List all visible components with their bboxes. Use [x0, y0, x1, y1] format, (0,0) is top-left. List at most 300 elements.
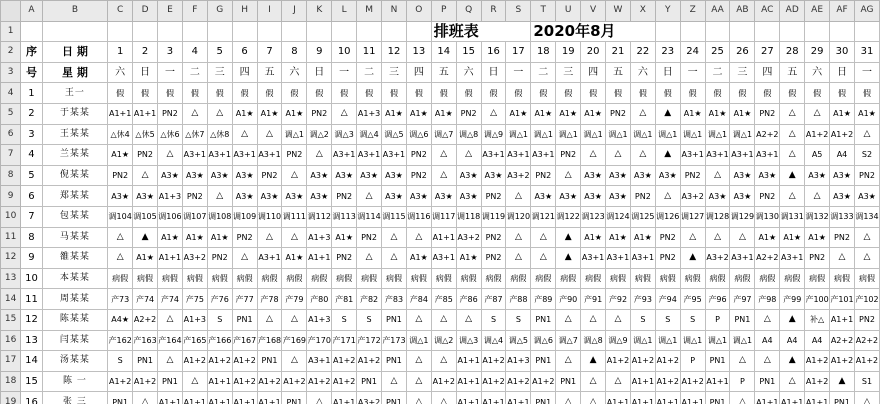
shift-cell[interactable]: 病假 [606, 268, 631, 289]
shift-cell[interactable]: A1+1 [606, 392, 631, 404]
column-header-K[interactable]: K [307, 1, 332, 22]
shift-cell[interactable]: 病假 [854, 268, 879, 289]
weekday-cell[interactable]: 二 [531, 62, 556, 83]
shift-cell[interactable]: A1+1 [257, 392, 282, 404]
shift-cell[interactable]: PN2 [680, 165, 705, 186]
shift-cell[interactable]: PN1 [531, 392, 556, 404]
shift-cell[interactable]: A3+1 [730, 145, 755, 166]
shift-cell[interactable]: A1★ [108, 145, 133, 166]
shift-cell[interactable]: 病假 [207, 268, 232, 289]
shift-cell[interactable]: PN2 [481, 186, 506, 207]
shift-cell[interactable]: 调△2 [307, 124, 332, 145]
column-header-E[interactable]: E [158, 1, 183, 22]
shift-cell[interactable]: 调△5 [382, 124, 407, 145]
staff-name-cell[interactable]: 倪某某 [42, 165, 108, 186]
shift-cell[interactable]: 假 [481, 83, 506, 104]
shift-cell[interactable]: A3★ [830, 165, 855, 186]
date-cell[interactable]: 27 [755, 42, 780, 63]
shift-cell[interactable]: △ [282, 165, 307, 186]
shift-cell[interactable]: 病假 [481, 268, 506, 289]
shift-cell[interactable]: 调△1 [655, 124, 680, 145]
date-cell[interactable]: 22 [630, 42, 655, 63]
weekday-cell[interactable]: 四 [232, 62, 257, 83]
shift-cell[interactable]: A3★ [382, 165, 407, 186]
row-header-16[interactable]: 16 [1, 330, 21, 351]
seq-cell[interactable]: 8 [21, 227, 42, 248]
shift-cell[interactable]: △ [406, 371, 431, 392]
date-cell[interactable]: 8 [282, 42, 307, 63]
shift-cell[interactable]: 调111 [282, 206, 307, 227]
shift-cell[interactable]: A1+1 [630, 392, 655, 404]
shift-cell[interactable]: △ [307, 145, 332, 166]
shift-cell[interactable]: 病假 [282, 268, 307, 289]
weekday-cell[interactable]: 六 [456, 62, 481, 83]
row-header-6[interactable]: 6 [1, 124, 21, 145]
date-header[interactable]: 日 期 [42, 42, 108, 63]
shift-cell[interactable]: PN2 [158, 103, 183, 124]
seq-cell[interactable]: 10 [21, 268, 42, 289]
shift-cell[interactable]: 假 [307, 83, 332, 104]
shift-cell[interactable]: △ [581, 309, 606, 330]
shift-cell[interactable]: 调△7 [556, 330, 581, 351]
date-cell[interactable]: 16 [481, 42, 506, 63]
shift-cell[interactable]: A2+2 [133, 309, 158, 330]
shift-cell[interactable]: 病假 [780, 268, 805, 289]
shift-cell[interactable]: A4 [780, 330, 805, 351]
weekday-header[interactable]: 星 期 [42, 62, 108, 83]
shift-cell[interactable]: 调△1 [556, 124, 581, 145]
shift-cell[interactable]: A1★ [531, 103, 556, 124]
shift-cell[interactable]: A4 [830, 145, 855, 166]
shift-cell[interactable]: 病假 [705, 268, 730, 289]
shift-cell[interactable]: A1★ [680, 103, 705, 124]
date-cell[interactable]: 14 [431, 42, 456, 63]
shift-cell[interactable]: A1+2 [232, 371, 257, 392]
shift-cell[interactable]: 调△1 [630, 330, 655, 351]
shift-cell[interactable]: PN1 [232, 309, 257, 330]
weekday-cell[interactable]: 一 [854, 62, 879, 83]
shift-cell[interactable]: 假 [382, 83, 407, 104]
shift-cell[interactable]: A1+1 [705, 371, 730, 392]
staff-name-cell[interactable]: 张 三 [42, 392, 108, 404]
shift-cell[interactable]: A3★ [655, 165, 680, 186]
shift-cell[interactable]: 假 [257, 83, 282, 104]
shift-cell[interactable]: A1+1 [755, 392, 780, 404]
shift-cell[interactable]: △ [431, 392, 456, 404]
shift-cell[interactable]: A1+1 [182, 392, 207, 404]
shift-cell[interactable]: A3★ [556, 186, 581, 207]
shift-cell[interactable]: A3★ [108, 186, 133, 207]
shift-cell[interactable]: △ [456, 309, 481, 330]
shift-cell[interactable]: △休8 [207, 124, 232, 145]
shift-cell[interactable]: A3★ [730, 186, 755, 207]
shift-cell[interactable]: A3★ [257, 186, 282, 207]
shift-cell[interactable]: 产171 [332, 330, 357, 351]
row-header-3[interactable]: 3 [1, 62, 21, 83]
weekday-cell[interactable]: 四 [755, 62, 780, 83]
staff-name-cell[interactable]: 本某某 [42, 268, 108, 289]
shift-cell[interactable]: A3★ [581, 186, 606, 207]
shift-cell[interactable]: A1+3 [182, 309, 207, 330]
shift-cell[interactable]: 产101 [830, 289, 855, 310]
shift-cell[interactable]: A1★ [805, 227, 830, 248]
shift-cell[interactable]: 调△1 [680, 330, 705, 351]
shift-cell[interactable]: PN2 [456, 103, 481, 124]
shift-cell[interactable]: A3+1 [755, 145, 780, 166]
shift-cell[interactable]: △ [257, 309, 282, 330]
shift-cell[interactable]: 产92 [606, 289, 631, 310]
shift-cell[interactable]: △ [655, 186, 680, 207]
shift-cell[interactable]: A4★ [108, 309, 133, 330]
shift-cell[interactable]: A1+2 [481, 351, 506, 372]
shift-cell[interactable]: 调129 [730, 206, 755, 227]
cell-blank[interactable] [182, 21, 207, 42]
column-header-A[interactable]: A [21, 1, 42, 22]
shift-cell[interactable]: A3★ [431, 186, 456, 207]
weekday-cell[interactable]: 日 [481, 62, 506, 83]
shift-cell[interactable]: △休7 [182, 124, 207, 145]
shift-cell[interactable]: 产169 [282, 330, 307, 351]
shift-cell[interactable]: △ [182, 371, 207, 392]
shift-cell[interactable]: A1+2 [257, 371, 282, 392]
shift-cell[interactable]: A1★ [332, 227, 357, 248]
weekday-cell[interactable]: 三 [730, 62, 755, 83]
shift-cell[interactable]: 调130 [755, 206, 780, 227]
shift-cell[interactable]: A1★ [581, 227, 606, 248]
shift-cell[interactable]: △ [182, 103, 207, 124]
shift-cell[interactable]: 病假 [332, 268, 357, 289]
shift-cell[interactable]: A1★ [406, 248, 431, 269]
shift-cell[interactable]: 调△1 [680, 124, 705, 145]
cell-B1[interactable] [42, 21, 108, 42]
shift-cell[interactable]: 假 [332, 83, 357, 104]
shift-cell[interactable]: A4 [755, 330, 780, 351]
shift-cell[interactable]: 假 [406, 83, 431, 104]
shift-cell[interactable]: 调△8 [581, 330, 606, 351]
seq-cell[interactable]: 13 [21, 330, 42, 351]
column-header-AF[interactable]: AF [830, 1, 855, 22]
shift-cell[interactable]: ▲ [556, 227, 581, 248]
shift-cell[interactable]: 产89 [531, 289, 556, 310]
shift-cell[interactable]: 产163 [133, 330, 158, 351]
cell-blank[interactable] [108, 21, 133, 42]
date-cell[interactable]: 20 [581, 42, 606, 63]
shift-cell[interactable]: PN2 [655, 227, 680, 248]
row-header-19[interactable]: 19 [1, 392, 21, 404]
shift-cell[interactable]: A1+1 [158, 248, 183, 269]
shift-cell[interactable]: 调124 [606, 206, 631, 227]
shift-cell[interactable]: A1+1 [108, 103, 133, 124]
shift-cell[interactable]: 病假 [257, 268, 282, 289]
shift-cell[interactable]: A3+1 [680, 145, 705, 166]
shift-cell[interactable]: PN2 [357, 227, 382, 248]
shift-cell[interactable]: 调117 [431, 206, 456, 227]
shift-cell[interactable]: △ [257, 227, 282, 248]
staff-name-cell[interactable]: 陈某某 [42, 309, 108, 330]
shift-cell[interactable]: PN1 [357, 371, 382, 392]
shift-cell[interactable]: 产90 [556, 289, 581, 310]
shift-cell[interactable]: A1+1 [805, 392, 830, 404]
shift-cell[interactable]: S1 [854, 371, 879, 392]
shift-cell[interactable]: A1★ [257, 103, 282, 124]
shift-cell[interactable]: △ [705, 165, 730, 186]
seq-cell[interactable]: 7 [21, 206, 42, 227]
shift-cell[interactable]: 产75 [182, 289, 207, 310]
shift-cell[interactable]: 假 [456, 83, 481, 104]
shift-cell[interactable]: A1+2 [108, 371, 133, 392]
shift-cell[interactable]: 调△1 [705, 124, 730, 145]
shift-cell[interactable]: 产93 [630, 289, 655, 310]
shift-cell[interactable]: S [332, 309, 357, 330]
shift-cell[interactable]: 假 [108, 83, 133, 104]
shift-cell[interactable]: A3+1 [506, 145, 531, 166]
shift-cell[interactable]: A2+2 [854, 330, 879, 351]
cell-blank[interactable] [382, 21, 407, 42]
weekday-cell[interactable]: 二 [357, 62, 382, 83]
shift-cell[interactable]: A1+3 [307, 309, 332, 330]
shift-cell[interactable]: PN1 [705, 392, 730, 404]
date-cell[interactable]: 17 [506, 42, 531, 63]
column-header-Q[interactable]: Q [456, 1, 481, 22]
shift-cell[interactable]: A1+2 [655, 351, 680, 372]
shift-cell[interactable]: ▲ [655, 145, 680, 166]
shift-cell[interactable]: ▲ [780, 351, 805, 372]
shift-cell[interactable]: 产102 [854, 289, 879, 310]
cell-blank[interactable] [357, 21, 382, 42]
shift-cell[interactable]: 假 [531, 83, 556, 104]
shift-cell[interactable]: 调△7 [431, 124, 456, 145]
shift-cell[interactable]: 产86 [456, 289, 481, 310]
cell-blank[interactable] [805, 21, 830, 42]
date-cell[interactable]: 6 [232, 42, 257, 63]
shift-cell[interactable]: A1+3 [307, 227, 332, 248]
seq-cell[interactable]: 14 [21, 351, 42, 372]
cell-blank[interactable] [232, 21, 257, 42]
shift-cell[interactable]: 假 [431, 83, 456, 104]
shift-cell[interactable]: A3★ [456, 165, 481, 186]
shift-cell[interactable]: PN2 [332, 248, 357, 269]
shift-cell[interactable]: 调△5 [506, 330, 531, 351]
shift-cell[interactable]: 假 [780, 83, 805, 104]
shift-cell[interactable]: △ [158, 309, 183, 330]
shift-cell[interactable]: ▲ [780, 309, 805, 330]
shift-cell[interactable]: A3+1 [705, 145, 730, 166]
shift-cell[interactable]: 产95 [680, 289, 705, 310]
shift-cell[interactable]: △ [556, 392, 581, 404]
row-header-17[interactable]: 17 [1, 351, 21, 372]
shift-cell[interactable]: 产74 [158, 289, 183, 310]
shift-cell[interactable]: △ [606, 371, 631, 392]
column-header-W[interactable]: W [606, 1, 631, 22]
shift-cell[interactable]: A4 [805, 330, 830, 351]
shift-cell[interactable]: 产96 [705, 289, 730, 310]
shift-cell[interactable]: 产170 [307, 330, 332, 351]
shift-cell[interactable]: PN1 [531, 309, 556, 330]
shift-cell[interactable]: 调132 [805, 206, 830, 227]
shift-cell[interactable]: 产166 [207, 330, 232, 351]
seq-cell[interactable]: 9 [21, 248, 42, 269]
shift-cell[interactable]: PN1 [755, 371, 780, 392]
shift-cell[interactable]: △ [382, 227, 407, 248]
shift-cell[interactable]: A1★ [581, 103, 606, 124]
shift-cell[interactable]: 产94 [655, 289, 680, 310]
shift-cell[interactable]: 调107 [182, 206, 207, 227]
cell-blank[interactable] [207, 21, 232, 42]
shift-cell[interactable]: A3+1 [257, 145, 282, 166]
weekday-cell[interactable]: 五 [780, 62, 805, 83]
shift-cell[interactable]: 调△1 [705, 330, 730, 351]
shift-cell[interactable]: 调127 [680, 206, 705, 227]
shift-cell[interactable]: 病假 [357, 268, 382, 289]
shift-cell[interactable]: 病假 [133, 268, 158, 289]
date-cell[interactable]: 9 [307, 42, 332, 63]
shift-cell[interactable]: A5 [805, 145, 830, 166]
shift-cell[interactable]: 调112 [307, 206, 332, 227]
weekday-cell[interactable]: 五 [257, 62, 282, 83]
shift-cell[interactable]: PN2 [655, 248, 680, 269]
shift-cell[interactable]: A1+2 [531, 371, 556, 392]
shift-cell[interactable]: A1+2 [506, 371, 531, 392]
shift-cell[interactable]: A3★ [854, 186, 879, 207]
shift-cell[interactable]: A1+1 [680, 392, 705, 404]
shift-cell[interactable]: PN2 [606, 103, 631, 124]
seq-header[interactable]: 序 [21, 42, 42, 63]
shift-cell[interactable]: 产100 [805, 289, 830, 310]
shift-cell[interactable]: A1+1 [456, 371, 481, 392]
shift-cell[interactable]: PN2 [854, 309, 879, 330]
row-header-9[interactable]: 9 [1, 186, 21, 207]
column-header-D[interactable]: D [133, 1, 158, 22]
shift-cell[interactable]: A1★ [382, 103, 407, 124]
shift-cell[interactable]: 产164 [158, 330, 183, 351]
weekday-cell[interactable]: 日 [133, 62, 158, 83]
staff-name-cell[interactable]: 于某某 [42, 103, 108, 124]
shift-cell[interactable]: 调△3 [456, 330, 481, 351]
shift-cell[interactable]: A1+2 [680, 371, 705, 392]
shift-cell[interactable]: △ [730, 392, 755, 404]
shift-cell[interactable]: S2 [854, 145, 879, 166]
shift-cell[interactable]: 产98 [755, 289, 780, 310]
number-header[interactable]: 号 [21, 62, 42, 83]
shift-cell[interactable]: 病假 [805, 268, 830, 289]
shift-cell[interactable]: △ [456, 145, 481, 166]
shift-cell[interactable]: A3★ [456, 186, 481, 207]
shift-cell[interactable]: A1+1 [481, 392, 506, 404]
seq-cell[interactable]: 5 [21, 165, 42, 186]
weekday-cell[interactable]: 二 [705, 62, 730, 83]
shift-cell[interactable]: A3★ [232, 165, 257, 186]
cell-blank[interactable] [730, 21, 755, 42]
date-cell[interactable]: 18 [531, 42, 556, 63]
shift-cell[interactable]: 产173 [382, 330, 407, 351]
shift-cell[interactable]: 调△9 [606, 330, 631, 351]
shift-cell[interactable]: 产82 [357, 289, 382, 310]
shift-cell[interactable]: 调119 [481, 206, 506, 227]
shift-cell[interactable]: A3+1 [207, 145, 232, 166]
shift-cell[interactable]: A1+2 [207, 351, 232, 372]
column-header-AA[interactable]: AA [705, 1, 730, 22]
shift-cell[interactable]: A1+1 [456, 351, 481, 372]
shift-cell[interactable]: PN2 [257, 165, 282, 186]
shift-cell[interactable]: △ [780, 371, 805, 392]
shift-cell[interactable]: 产84 [406, 289, 431, 310]
shift-cell[interactable]: 病假 [581, 268, 606, 289]
shift-cell[interactable]: △ [755, 351, 780, 372]
shift-cell[interactable]: △ [357, 186, 382, 207]
shift-cell[interactable]: 调△1 [630, 124, 655, 145]
shift-cell[interactable]: A3+1 [606, 248, 631, 269]
shift-cell[interactable]: A1+1 [332, 392, 357, 404]
shift-cell[interactable]: P [680, 351, 705, 372]
staff-name-cell[interactable]: 郑某某 [42, 186, 108, 207]
shift-cell[interactable]: PN2 [531, 165, 556, 186]
row-header-10[interactable]: 10 [1, 206, 21, 227]
shift-cell[interactable]: 调△1 [406, 330, 431, 351]
shift-cell[interactable]: S [207, 309, 232, 330]
shift-cell[interactable]: △ [556, 309, 581, 330]
shift-cell[interactable]: PN1 [133, 351, 158, 372]
shift-cell[interactable]: 产165 [182, 330, 207, 351]
date-cell[interactable]: 24 [680, 42, 705, 63]
date-cell[interactable]: 28 [780, 42, 805, 63]
shift-cell[interactable]: 产162 [108, 330, 133, 351]
shift-cell[interactable]: 调121 [531, 206, 556, 227]
shift-cell[interactable]: 假 [232, 83, 257, 104]
shift-cell[interactable]: PN1 [108, 392, 133, 404]
shift-cell[interactable]: 假 [182, 83, 207, 104]
shift-cell[interactable]: △ [606, 145, 631, 166]
seq-cell[interactable]: 3 [21, 124, 42, 145]
shift-cell[interactable]: S [506, 309, 531, 330]
shift-cell[interactable]: △ [755, 309, 780, 330]
shift-cell[interactable]: 假 [282, 83, 307, 104]
shift-cell[interactable]: PN2 [282, 145, 307, 166]
weekday-cell[interactable]: 一 [506, 62, 531, 83]
shift-cell[interactable]: A1★ [830, 103, 855, 124]
shift-cell[interactable]: 调108 [207, 206, 232, 227]
shift-cell[interactable]: △ [406, 351, 431, 372]
shift-cell[interactable]: A3★ [133, 186, 158, 207]
shift-cell[interactable]: A3★ [730, 165, 755, 186]
shift-cell[interactable]: △ [332, 103, 357, 124]
weekday-cell[interactable]: 六 [108, 62, 133, 83]
shift-cell[interactable]: PN2 [854, 165, 879, 186]
shift-cell[interactable]: 病假 [158, 268, 183, 289]
shift-cell[interactable]: PN1 [382, 351, 407, 372]
shift-cell[interactable]: A1★ [232, 103, 257, 124]
shift-cell[interactable]: 调△1 [730, 330, 755, 351]
date-cell[interactable]: 30 [830, 42, 855, 63]
shift-cell[interactable]: 调109 [232, 206, 257, 227]
staff-name-cell[interactable]: 闫某某 [42, 330, 108, 351]
shift-cell[interactable]: PN2 [556, 145, 581, 166]
cell-blank[interactable] [158, 21, 183, 42]
shift-cell[interactable]: A1+1 [630, 371, 655, 392]
weekday-cell[interactable]: 三 [207, 62, 232, 83]
cell-blank[interactable] [705, 21, 730, 42]
shift-cell[interactable]: 产91 [581, 289, 606, 310]
shift-cell[interactable]: A1★ [506, 103, 531, 124]
column-header-AB[interactable]: AB [730, 1, 755, 22]
shift-cell[interactable]: PN2 [207, 248, 232, 269]
shift-cell[interactable]: A1+2 [357, 351, 382, 372]
shift-cell[interactable]: PN2 [108, 165, 133, 186]
shift-cell[interactable]: A3+1 [232, 145, 257, 166]
shift-cell[interactable]: 调△4 [481, 330, 506, 351]
shift-cell[interactable]: A1+2 [805, 124, 830, 145]
shift-cell[interactable]: 病假 [182, 268, 207, 289]
shift-cell[interactable]: PN1 [531, 351, 556, 372]
